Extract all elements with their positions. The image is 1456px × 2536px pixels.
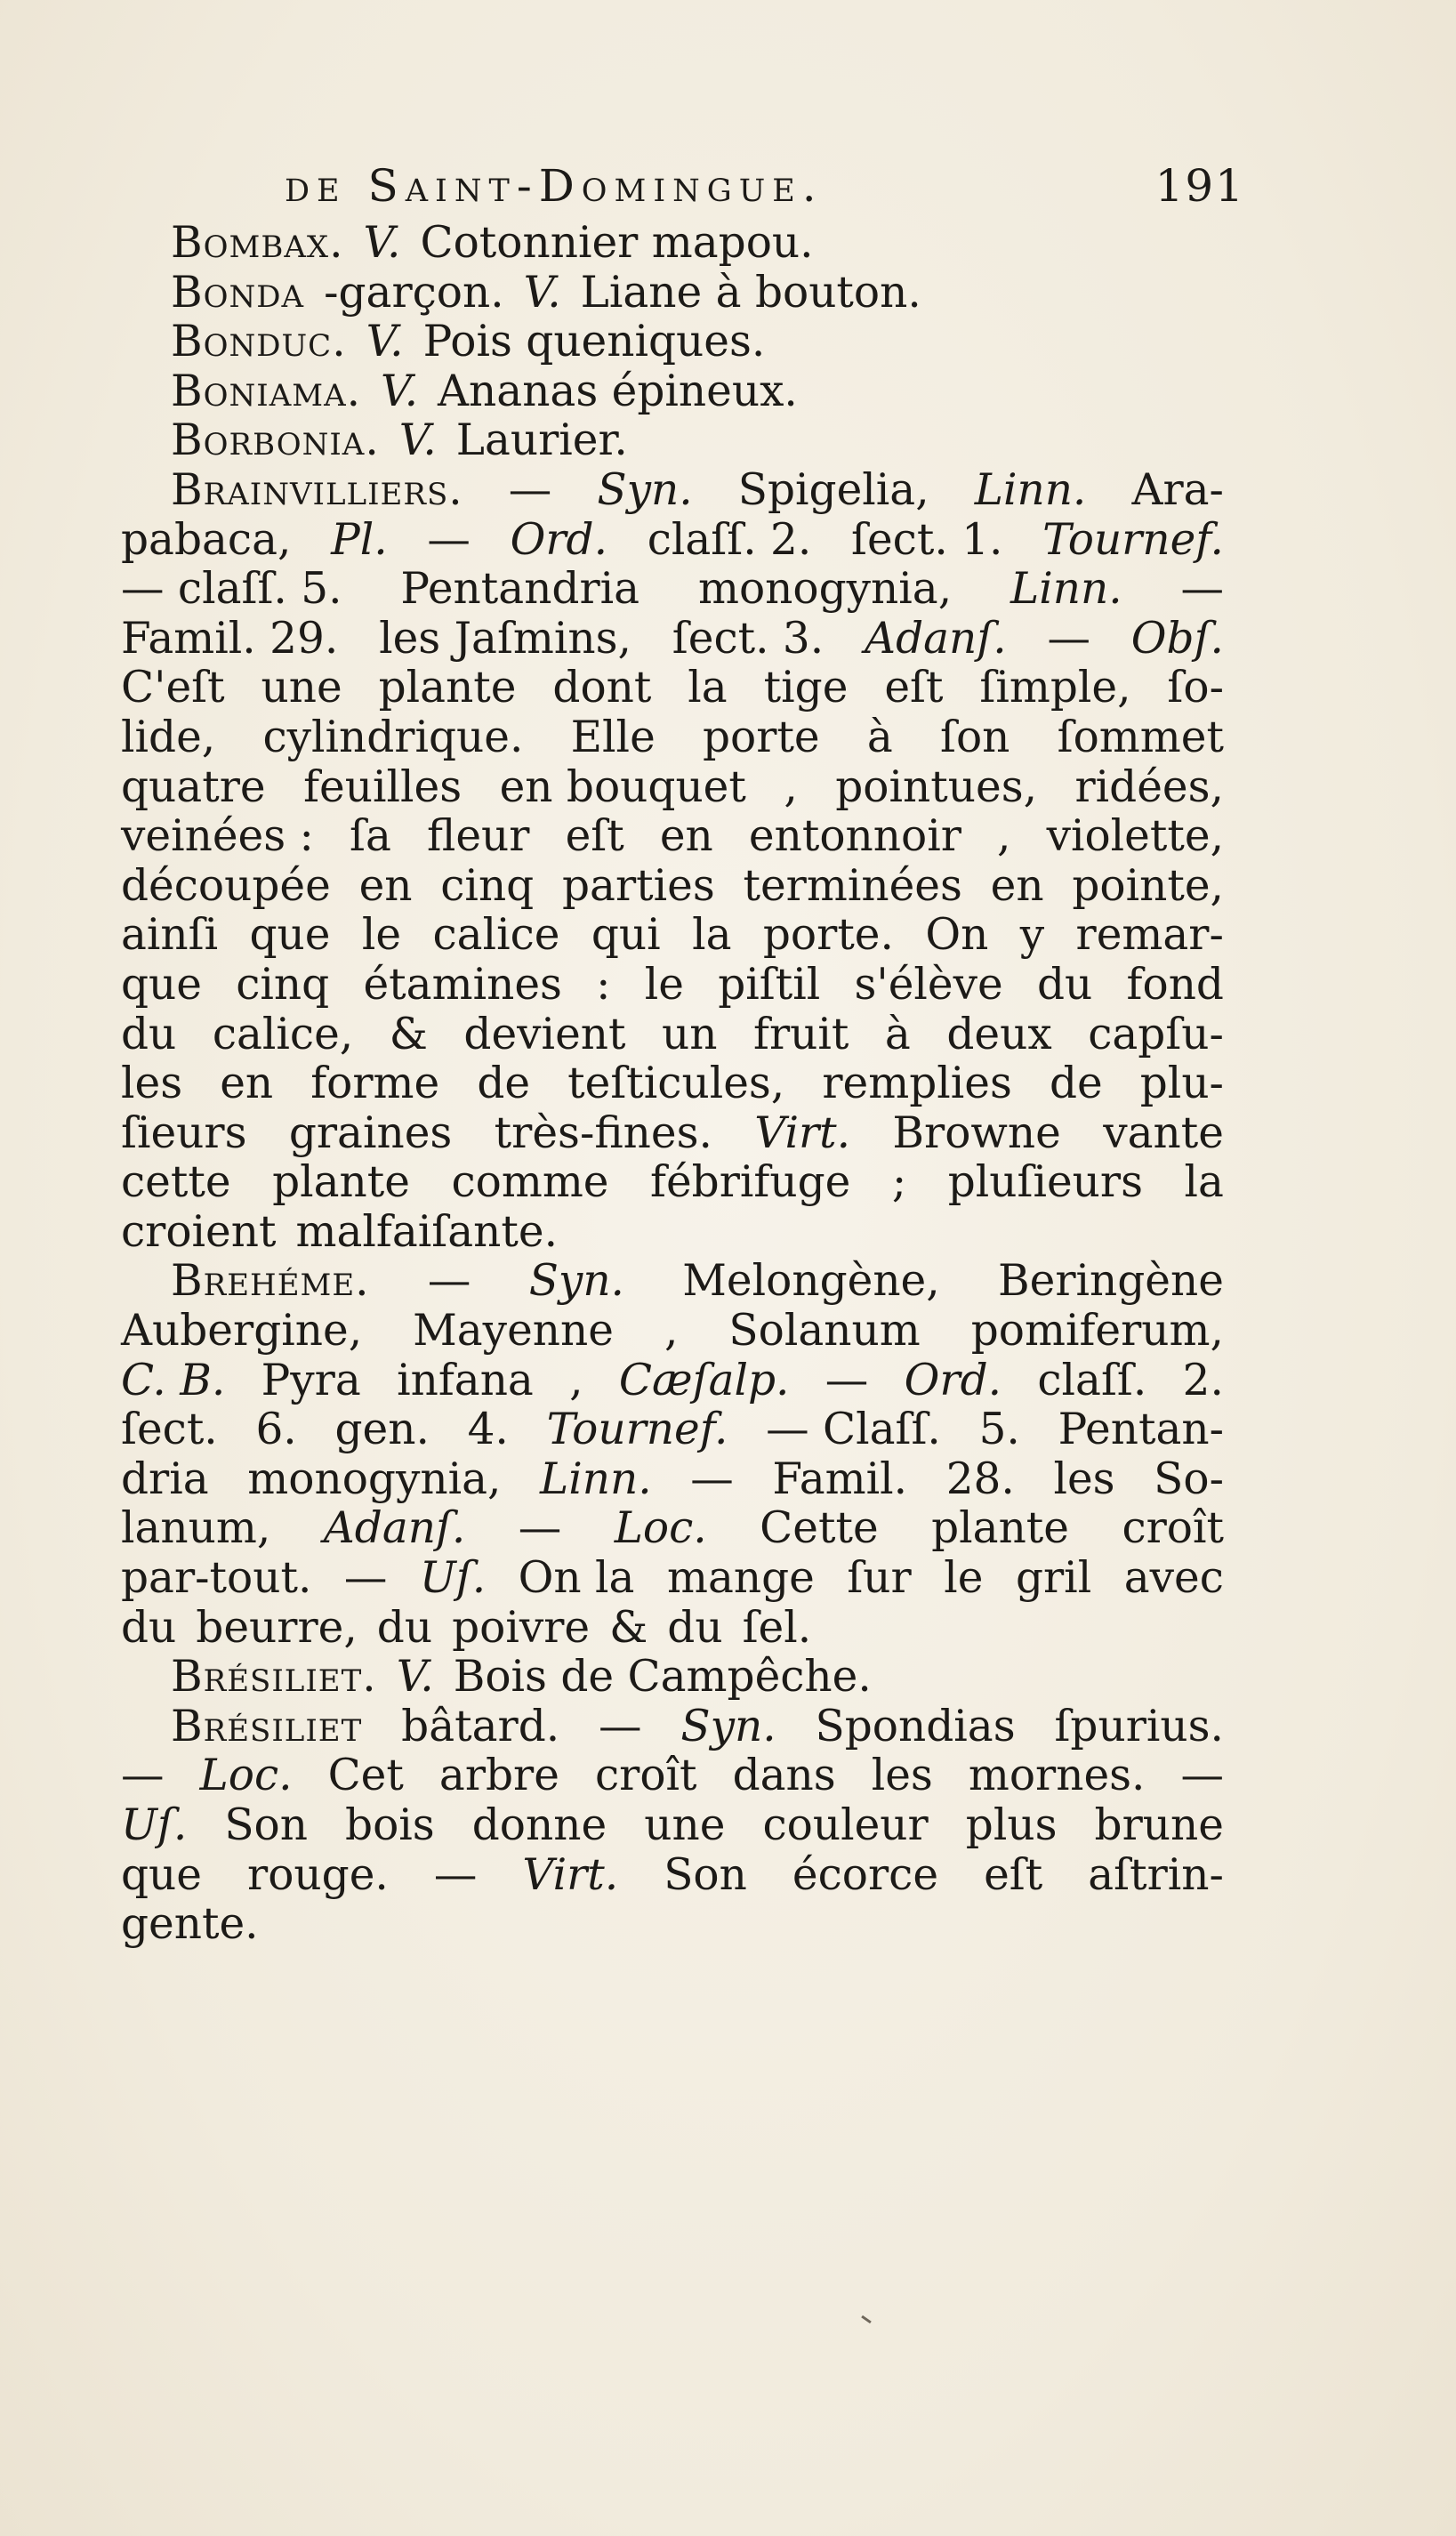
entry-headword: Brésiliet — [171, 1701, 363, 1751]
running-head-title: de Saint-Domingue. — [285, 160, 824, 212]
text-word: en bouquet — [499, 761, 746, 812]
text-word: graines — [288, 1107, 453, 1158]
text-word: de — [477, 1059, 531, 1109]
text-word: remplies — [822, 1059, 1012, 1109]
text-word: Pentandria — [400, 564, 640, 615]
text-line — [121, 516, 1224, 566]
text-line — [121, 1554, 1224, 1604]
entry-headword: Brésiliet. — [171, 1652, 377, 1703]
italic-term: Ord. — [510, 514, 608, 565]
text-line — [121, 1257, 1224, 1307]
text-word: parties — [561, 860, 715, 911]
text-word: — — [1180, 1751, 1224, 1801]
text-word: le — [361, 910, 402, 961]
text-word: brune — [1094, 1800, 1224, 1850]
text-word: du — [376, 1602, 433, 1653]
text-word: pointues, — [835, 761, 1037, 812]
text-word: plante — [931, 1503, 1069, 1554]
text-word: -garçon. — [324, 267, 504, 318]
text-word: rouge. — [247, 1849, 389, 1900]
text-word: en — [220, 1059, 274, 1109]
text-word: ridées, — [1074, 761, 1224, 812]
text-word: — — [427, 1256, 471, 1307]
text-line — [121, 1158, 1224, 1208]
text-word: écorce — [792, 1849, 939, 1900]
italic-term: V. — [366, 317, 404, 367]
italic-term: Adanſ. — [323, 1503, 466, 1554]
text-word: — — [508, 464, 552, 515]
text-word: une — [644, 1800, 726, 1850]
text-word: On la — [518, 1553, 635, 1604]
text-word: deux — [946, 1009, 1052, 1059]
text-word: les Jaſmins, — [379, 613, 631, 664]
text-word: — — [427, 514, 471, 565]
text-word: Famil. — [772, 1453, 908, 1504]
entry-headword: Boniama. — [171, 366, 362, 416]
text-word: les — [1053, 1453, 1115, 1504]
text-word: Bois de Campêche. — [453, 1652, 872, 1703]
text-word: lide, — [121, 712, 216, 762]
word-gap — [344, 219, 364, 269]
text-word: Beringène — [997, 1256, 1224, 1307]
text-word: aſtrin- — [1088, 1849, 1224, 1900]
italic-term: V. — [398, 415, 437, 466]
italic-term: Uſ. — [419, 1553, 487, 1604]
text-word: un — [662, 1009, 718, 1059]
italic-term: Uſ. — [121, 1800, 188, 1850]
text-word: la — [692, 910, 732, 961]
italic-term: V. — [363, 218, 401, 268]
text-word: ſect. 1. — [851, 514, 1003, 565]
text-line — [121, 1851, 1224, 1901]
text-word: ſon — [940, 712, 1010, 762]
word-gap — [561, 269, 581, 318]
text-word: Spondias — [815, 1701, 1016, 1751]
text-word: Cette — [760, 1503, 879, 1554]
word-gap — [277, 1208, 296, 1258]
ink-mark — [861, 2315, 872, 2323]
text-line — [121, 911, 1224, 961]
text-word: pabaca, — [121, 514, 292, 565]
italic-term: Cæſalp. — [618, 1355, 790, 1405]
text-word: — — [121, 1751, 165, 1801]
text-word: devient — [463, 1009, 626, 1059]
text-word: 2. — [1182, 1355, 1224, 1405]
text-word: croient — [121, 1206, 277, 1257]
text-word: gril — [1015, 1553, 1092, 1604]
word-gap — [358, 1604, 377, 1654]
text-word: calice, — [212, 1009, 354, 1059]
text-word: dont — [552, 663, 652, 713]
text-word: tige — [763, 663, 849, 713]
text-word: Famil. 29. — [121, 613, 339, 664]
italic-term: V. — [396, 1652, 434, 1703]
text-word: bois — [345, 1800, 435, 1850]
text-word: Browne — [892, 1107, 1061, 1158]
text-word: — — [690, 1453, 734, 1504]
text-word: Pentan- — [1058, 1405, 1224, 1455]
text-word: découpée — [121, 860, 331, 911]
text-word: remar- — [1075, 910, 1224, 961]
text-word: que — [121, 959, 202, 1010]
text-word: infana — [397, 1355, 534, 1405]
text-word: à — [866, 712, 893, 762]
text-word: cinq — [440, 860, 535, 911]
italic-term: Syn. — [528, 1256, 624, 1307]
italic-term: Syn. — [680, 1701, 776, 1751]
italic-term: Syn. — [597, 464, 693, 515]
text-word: eſt — [884, 663, 944, 713]
text-word: Mayenne — [413, 1306, 614, 1357]
text-word: Aubergine, — [121, 1306, 363, 1357]
text-line — [121, 466, 1224, 516]
text-word: forme — [310, 1059, 440, 1109]
text-line — [121, 1208, 1224, 1258]
text-word: le — [944, 1553, 984, 1604]
text-word: fruit — [753, 1009, 849, 1059]
text-line — [121, 1307, 1224, 1357]
italic-term: V. — [381, 366, 419, 416]
text-line — [121, 1109, 1224, 1159]
text-word: fébrifuge — [650, 1157, 851, 1208]
text-word: Ananas épineux. — [438, 366, 798, 416]
text-line — [121, 416, 1224, 466]
italic-term: Tournef. — [546, 1405, 728, 1455]
text-word: les — [871, 1751, 933, 1801]
text-word: les — [121, 1059, 183, 1109]
word-gap — [380, 416, 399, 466]
text-word: ſommet — [1057, 712, 1224, 762]
text-word: dans — [732, 1751, 836, 1801]
word-gap — [347, 318, 366, 367]
word-gap — [400, 219, 420, 269]
entry-headword: Brehéme. — [171, 1256, 370, 1307]
text-word: en — [990, 860, 1044, 911]
text-word: ſel. — [742, 1602, 812, 1653]
italic-term: Loc. — [614, 1503, 707, 1554]
text-line — [121, 1405, 1224, 1455]
text-word: 6. — [255, 1405, 297, 1455]
text-word: plus — [965, 1800, 1058, 1850]
text-word: calice — [432, 910, 560, 961]
text-word: Spigelia, — [737, 464, 929, 515]
text-word: ſect. — [121, 1405, 218, 1455]
entry-headword: Bonda — [171, 267, 305, 318]
text-word: — — [599, 1701, 642, 1751]
text-word: violette, — [1046, 811, 1224, 862]
italic-term: Linn. — [1010, 564, 1122, 615]
word-gap — [176, 1604, 196, 1654]
text-word: porte. — [762, 910, 894, 961]
text-word: cette — [121, 1157, 231, 1208]
text-word: dria — [121, 1453, 209, 1504]
text-word: : — [596, 959, 611, 1010]
text-word: — — [1047, 613, 1090, 664]
text-word: Melongène, — [682, 1256, 940, 1307]
text-word: ſect. 3. — [672, 613, 825, 664]
text-word: — — [343, 1553, 388, 1604]
text-word: Solanum — [728, 1306, 921, 1357]
text-word: piſtil — [718, 959, 821, 1010]
text-word: feuilles — [303, 761, 463, 812]
text-line — [121, 1801, 1224, 1851]
text-word: veinées : — [121, 811, 314, 862]
text-word: monogynia, — [697, 564, 953, 615]
text-word: monogynia, — [247, 1453, 502, 1504]
text-line — [121, 1455, 1224, 1505]
running-head — [285, 160, 1245, 222]
text-word: du — [121, 1602, 177, 1653]
word-gap — [504, 269, 524, 318]
text-word: Son — [224, 1800, 308, 1850]
word-gap — [304, 269, 324, 318]
text-word: ſur — [847, 1553, 912, 1604]
text-word: donne — [471, 1800, 607, 1850]
word-gap — [437, 416, 456, 466]
text-word: terminées — [743, 860, 962, 911]
word-gap — [723, 1604, 743, 1654]
text-word: s'élève — [854, 959, 1003, 1010]
text-word: poivre — [452, 1602, 591, 1653]
text-line — [121, 1357, 1224, 1406]
text-word: ſa — [350, 811, 391, 862]
body-text — [121, 219, 1224, 1950]
text-line — [121, 565, 1224, 615]
text-word: le — [644, 959, 684, 1010]
text-word: étamines — [363, 959, 562, 1010]
text-word: ſimple, — [979, 663, 1131, 713]
text-line — [121, 713, 1224, 763]
text-word: en — [659, 811, 713, 862]
text-word: Cet — [327, 1751, 404, 1801]
text-word: , — [569, 1355, 583, 1405]
text-word: ; — [891, 1157, 907, 1208]
text-word: — — [825, 1355, 869, 1405]
text-word: pluſieurs — [947, 1157, 1143, 1208]
italic-term: Adanſ. — [865, 613, 1007, 664]
text-word: gen. — [334, 1405, 430, 1455]
page-number: 191 — [1154, 160, 1245, 212]
text-line — [121, 862, 1224, 912]
text-word: ſpurius. — [1054, 1701, 1224, 1751]
text-word: plante — [378, 663, 517, 713]
text-word: beurre, — [196, 1602, 358, 1653]
italic-term: Virt. — [754, 1107, 851, 1158]
text-word: croît — [594, 1751, 697, 1801]
text-word: , — [664, 1306, 679, 1357]
text-word: ſo- — [1167, 663, 1224, 713]
word-gap — [590, 1604, 609, 1654]
text-word: y — [1019, 910, 1045, 961]
text-word: eſt — [984, 1849, 1043, 1900]
text-word: malfaiſante. — [295, 1206, 559, 1257]
text-word: — claſſ. 5. — [121, 564, 342, 615]
text-word: Laurier. — [455, 415, 628, 466]
text-word: ainſi — [121, 910, 219, 961]
text-word: claſſ. 2. — [647, 514, 812, 565]
italic-term: Linn. — [540, 1453, 652, 1504]
text-line — [121, 219, 1224, 269]
text-word: lanum, — [121, 1503, 271, 1554]
text-word: 28. — [945, 1453, 1015, 1504]
text-line — [121, 961, 1224, 1010]
text-word: que — [249, 910, 331, 961]
text-word: , — [784, 761, 798, 812]
text-word: Cotonnier mapou. — [420, 218, 814, 268]
word-gap — [377, 1653, 397, 1703]
text-word: croît — [1122, 1503, 1224, 1554]
text-word: & — [609, 1602, 648, 1653]
text-word: de — [1049, 1059, 1103, 1109]
text-word: quatre — [121, 761, 266, 812]
italic-term: Ord. — [904, 1355, 1002, 1405]
text-word: plante — [272, 1157, 410, 1208]
text-word: C'eſt — [121, 663, 225, 713]
word-gap — [434, 1653, 454, 1703]
text-line — [121, 1010, 1224, 1060]
entry-headword: Brainvilliers. — [171, 464, 463, 515]
word-gap — [432, 1604, 452, 1654]
word-gap — [404, 318, 423, 367]
text-word: la — [1184, 1157, 1224, 1208]
text-word: On — [925, 910, 989, 961]
italic-term: Tournef. — [1042, 514, 1224, 565]
text-word: gente. — [121, 1899, 259, 1950]
text-word: arbre — [438, 1751, 559, 1801]
italic-term: Loc. — [199, 1751, 293, 1801]
italic-term: Pl. — [331, 514, 388, 565]
text-line — [121, 763, 1224, 813]
text-word: — — [433, 1849, 478, 1900]
word-gap — [361, 367, 381, 417]
text-word: ſieurs — [121, 1107, 247, 1158]
entry-headword: Borbonia. — [171, 415, 380, 466]
text-word: à — [884, 1009, 911, 1059]
italic-term: C. B. — [121, 1355, 226, 1405]
text-word: du — [1037, 959, 1093, 1010]
text-word: vante — [1103, 1107, 1224, 1158]
text-word: entonnoir — [748, 811, 961, 862]
italic-term: Virt. — [522, 1849, 619, 1900]
text-line — [121, 664, 1224, 713]
text-word: pomiferum, — [970, 1306, 1224, 1357]
text-word: — — [1180, 564, 1224, 615]
word-gap — [418, 367, 438, 417]
text-word: cinq — [236, 959, 330, 1010]
text-word: Pyra — [261, 1355, 361, 1405]
text-word: très-fines. — [494, 1107, 712, 1158]
text-line — [121, 615, 1224, 664]
text-line — [121, 1653, 1224, 1703]
text-word: la — [688, 663, 728, 713]
text-word: 4. — [467, 1405, 509, 1455]
italic-term: Linn. — [974, 464, 1087, 515]
italic-term: V. — [523, 267, 561, 318]
text-word: 5. — [978, 1405, 1020, 1455]
text-word: bâtard. — [401, 1701, 560, 1751]
text-word: une — [261, 663, 342, 713]
text-word: Ara- — [1131, 464, 1224, 515]
text-word: pointe, — [1072, 860, 1224, 911]
text-line — [121, 1059, 1224, 1109]
text-word: fleur — [427, 811, 530, 862]
text-word: & — [389, 1009, 428, 1059]
text-word: So- — [1154, 1453, 1224, 1504]
text-line — [121, 318, 1224, 367]
text-word: par-tout. — [121, 1553, 312, 1604]
text-word: plu- — [1139, 1059, 1224, 1109]
text-word: comme — [451, 1157, 609, 1208]
italic-term: Obſ. — [1130, 613, 1224, 664]
text-word: eſt — [565, 811, 624, 862]
text-line — [121, 812, 1224, 862]
word-gap — [648, 1604, 667, 1654]
text-word: cylindrique. — [262, 712, 524, 762]
text-line — [121, 269, 1224, 318]
text-word: couleur — [762, 1800, 929, 1850]
text-word: mornes. — [968, 1751, 1146, 1801]
text-word: du — [667, 1602, 723, 1653]
text-word: Liane à bouton. — [580, 267, 921, 318]
text-word: , — [997, 811, 1011, 862]
text-word: claſſ. — [1037, 1355, 1147, 1405]
text-word: mange — [666, 1553, 815, 1604]
text-word: porte — [703, 712, 820, 762]
entry-headword: Bombax. — [171, 218, 344, 268]
text-line — [121, 1900, 1224, 1950]
text-word: capſu- — [1088, 1009, 1224, 1059]
text-word: teſticules, — [567, 1059, 785, 1109]
text-word: du — [121, 1009, 177, 1059]
text-word: que — [121, 1849, 202, 1900]
text-word: avec — [1123, 1553, 1224, 1604]
text-line — [121, 367, 1224, 417]
text-word: — — [518, 1503, 562, 1554]
text-line — [121, 1504, 1224, 1554]
text-word: Pois queniques. — [422, 317, 766, 367]
text-word: qui — [591, 910, 661, 961]
text-word: Elle — [570, 712, 656, 762]
text-word: fond — [1126, 959, 1224, 1010]
text-line — [121, 1751, 1224, 1801]
entry-headword: Bonduc. — [171, 317, 347, 367]
text-word: — Claſſ. — [766, 1405, 941, 1455]
text-word: en — [358, 860, 413, 911]
text-line — [121, 1703, 1224, 1752]
text-word: Son — [664, 1849, 747, 1900]
text-line — [121, 1604, 1224, 1654]
